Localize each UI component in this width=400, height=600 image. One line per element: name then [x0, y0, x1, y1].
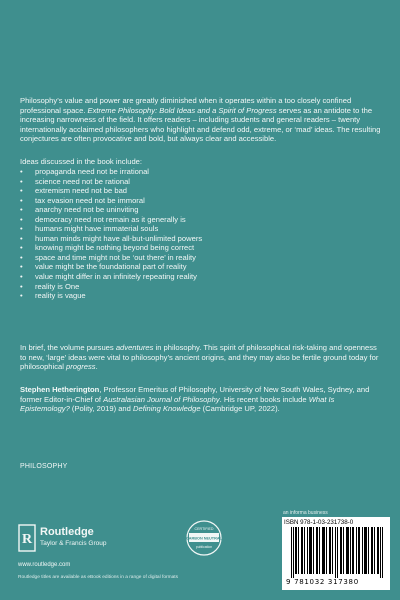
intro-text-1: Philosophy’s value and power are greatly diminished when it operates within a too closely confined professional space. — [20, 96, 352, 115]
list-item: • science need not be rational — [20, 177, 360, 187]
author-text-2: . His recent books include — [219, 394, 309, 404]
brief-text-2: in philosophy. This spirit of philosophical risk-taking and openness to new, ‘large’ ideas were vital to philosophy’s ancient origins, and they may also be fertile ground today for philosophical — [20, 343, 379, 372]
publisher-logo — [18, 524, 148, 560]
list-item: • extremism need not be bad — [20, 186, 360, 196]
author-bio — [20, 385, 382, 414]
book-title-2: Defining Knowledge — [133, 404, 201, 414]
list-item: • knowing might be nothing beyond being correct — [20, 243, 360, 253]
book-title: Extreme Philosophy: Bold Ideas and a Spirit of Progress — [87, 105, 277, 115]
brief-adventures: adventures — [115, 343, 154, 352]
barcode-icon — [291, 527, 384, 578]
routledge-logo-icon — [18, 524, 36, 552]
intro-text-2: serves as an antidote to the increasing narrowness of the field. It offers readers – including students and general readers – twenty internationally acclaimed philosophers who highlight and defend odd, extreme, or ‘mad’ ideas. The resulting conjectures are often provocative and bold, but always clear and accessible. — [20, 105, 381, 144]
list-item: • human minds might have all-but-unlimited powers — [20, 234, 360, 244]
ebook-footnote: Routledge titles are available as eBook editions in a range of digital formats — [18, 575, 178, 580]
author-text-3: (Polity, 2019) and — [69, 404, 133, 414]
list-item: • value might be the foundational part of reality — [20, 262, 360, 272]
journal-title: Australasian Journal of Philosophy — [103, 394, 220, 404]
isbn-label: ISBN 978-1-03-231738-0 — [284, 519, 354, 526]
publisher-name: Routledge — [40, 526, 94, 538]
book-title-1: What Is Epistemology? — [20, 394, 335, 414]
list-item: • space and time might not be ‘out there’ in reality — [20, 253, 360, 263]
cert-bottom-text: publication — [195, 545, 213, 549]
list-item: • tax evasion need not be immoral — [20, 196, 360, 206]
publisher-group: Taylor & Francis Group — [40, 540, 107, 547]
brief-text-3: . — [95, 362, 98, 372]
list-item: • reality is vague — [20, 291, 360, 301]
author-text-1: , Professor Emeritus of Philosophy, University of New South Wales, Sydney, and former Editor-in-Chief of — [20, 385, 370, 404]
author-name: Stephen Hetherington — [20, 385, 100, 394]
list-item: • anarchy need not be uninviting — [20, 205, 360, 215]
cert-middle-text: CARBON NEUTRAL — [186, 536, 222, 541]
list-item: • humans might have immaterial souls — [20, 224, 360, 234]
list-item: • propaganda need not be irrational — [20, 167, 360, 177]
ideas-heading: Ideas discussed in the book include: — [20, 157, 143, 166]
list-item: • reality is One — [20, 282, 360, 292]
carbon-neutral-badge-icon — [185, 518, 223, 566]
author-text-4: (Cambridge UP, 2022). — [200, 404, 280, 414]
cert-top-text: CERTIFIED — [194, 527, 214, 531]
svg-text:R: R — [21, 532, 33, 547]
brief-paragraph — [20, 343, 382, 372]
ideas-list — [20, 167, 360, 301]
publisher-url: www.routledge.com — [18, 562, 71, 568]
brief-progress: progress — [66, 362, 96, 372]
subject-category: PHILOSOPHY — [20, 463, 68, 470]
list-item: • democracy need not remain as it generally is — [20, 215, 360, 225]
barcode-digits: 9 781032 317380 — [286, 578, 359, 586]
brief-text-1: In brief, the volume pursues — [20, 343, 116, 352]
informa-tagline: an informa business — [283, 510, 328, 516]
list-item: • value might differ in an infinitely repeating reality — [20, 272, 360, 282]
intro-paragraph — [20, 96, 382, 144]
